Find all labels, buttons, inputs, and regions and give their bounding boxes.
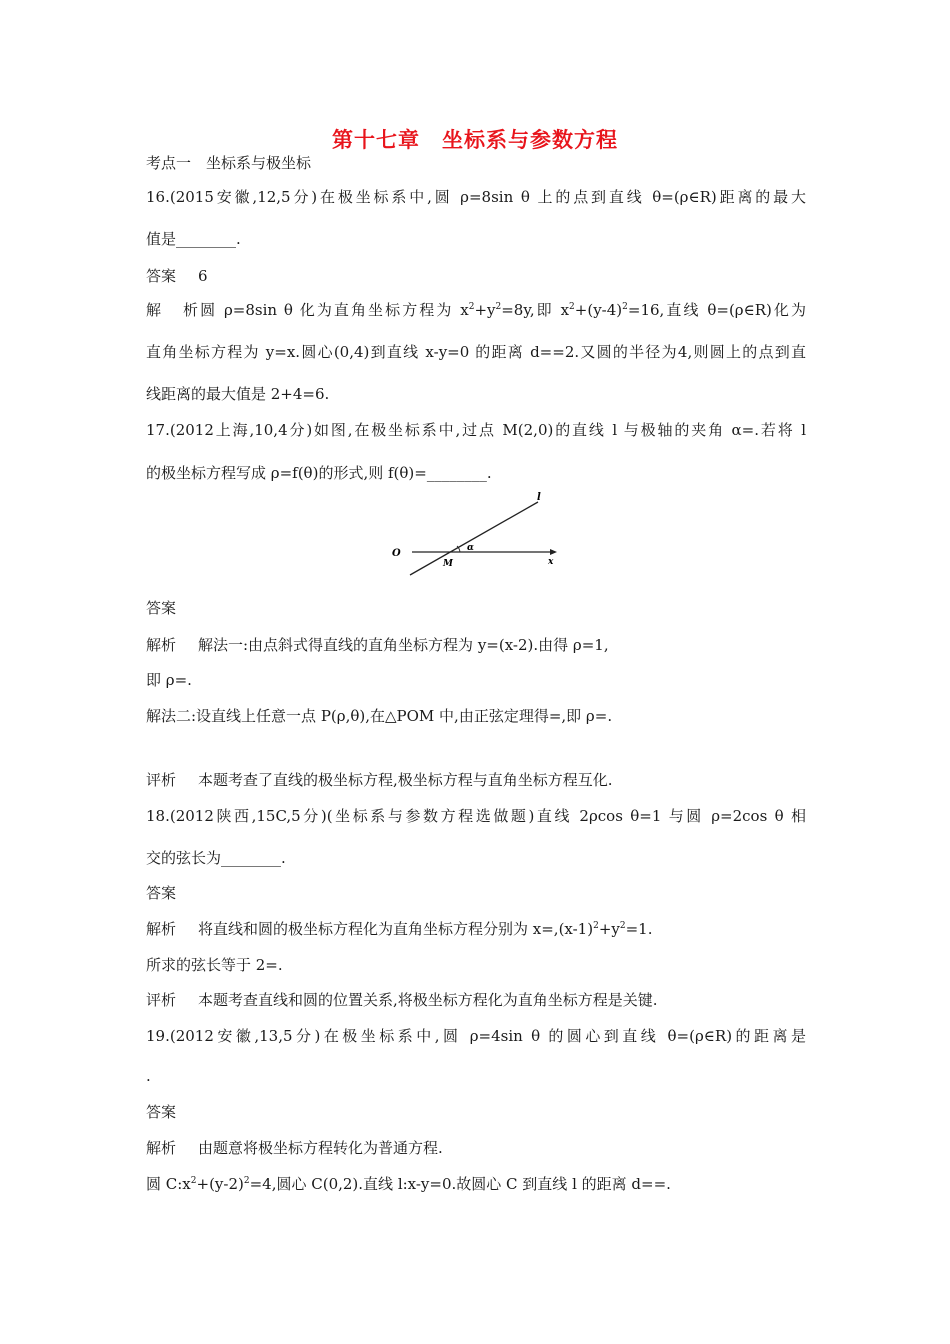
label-x: x [548, 557, 554, 567]
q17-figure [390, 488, 570, 580]
axis-arrow-icon [550, 549, 557, 555]
q16-solution-line3: 线距离的最大值是 2+4=6. [146, 385, 330, 403]
q17-solution-line2: 即 ρ=. [146, 671, 192, 689]
analysis-label: 解析 [146, 301, 198, 319]
q17-answer: 答案 [146, 599, 177, 617]
q17-comment: 评析 本题考查了直线的极坐标方程,极坐标方程与直角坐标方程互化. [146, 771, 613, 789]
label-M: M [443, 559, 453, 569]
q17-solution-line3: 解法二:设直线上任意一点 P(ρ,θ),在△POM 中,由正弦定理得=,即 ρ=. [146, 707, 613, 725]
q19-solution-line1: 解析 由题意将极坐标方程转化为普通方程. [146, 1139, 443, 1157]
q16-answer-value: 6 [198, 267, 208, 285]
q18-answer: 答案 [146, 884, 177, 902]
chapter-title: 第十七章 坐标系与参数方程 [332, 127, 618, 152]
q17-line2: 的极坐标方程写成 ρ=f(θ)的形式,则 f(θ)=________. [146, 464, 492, 482]
label-O: O [392, 548, 401, 559]
q17-line1: 17.(2012上海,10,4分)如图,在极坐标系中,过点 M(2,0)的直线 l 与极轴的夹角 α=.若将 l [146, 421, 806, 439]
answer-label: 答案 [146, 267, 177, 285]
q16-line1: 16.(2015安徽,12,5分)在极坐标系中,圆 ρ=8sin θ 上的点到直线 θ=(ρ∈R)距离的最大 [146, 188, 806, 206]
line-l [410, 502, 538, 575]
q16-line2: 值是________. [146, 230, 241, 248]
section-heading: 考点一 坐标系与极坐标 [146, 154, 312, 172]
q16-answer [146, 266, 208, 286]
q19-answer: 答案 [146, 1103, 177, 1121]
label-alpha: α [467, 543, 474, 553]
comment-label: 评析 [146, 771, 177, 789]
q16-solution-line2: 直角坐标方程为 y=x.圆心(0,4)到直线 x-y=0 的距离 d==2.又圆的半径为4,则圆上的点到直 [146, 343, 806, 361]
q18-solution-line1: 解析 将直线和圆的极坐标方程化为直角坐标方程分别为 $x=,(x-1)^2+y^2=1$. [146, 920, 653, 938]
q17-solution-line1: 解析 解法一:由点斜式得直线的直角坐标方程为 y=(x-2).由得 ρ=1, [146, 636, 609, 654]
q18-solution-line2: 所求的弦长等于 2=. [146, 956, 283, 974]
q19-solution-line2: 圆 $C:x^2+(y-2)^2=4$,圆心 C(0,2).直线 l:x-y=0.故圆心 C 到直线 l 的距离 d==. [146, 1175, 671, 1193]
q16-solution-line1: 解析圆 ρ=8sin θ 化为直角坐标方程为 $x^2+y^2=8y$,即 $x^2+(y-4)^2=16$,直线 θ=(ρ∈R)化为 [146, 301, 807, 319]
q18-line2: 交的弦长为________. [146, 849, 286, 867]
q18-comment: 评析 本题考查直线和圆的位置关系,将极坐标方程化为直角坐标方程是关键. [146, 991, 658, 1009]
q19-line2: . [146, 1067, 151, 1085]
q19-line1: 19.(2012安徽,13,5分)在极坐标系中,圆 ρ=4sin θ 的圆心到直线 θ=(ρ∈R)的距离是 [146, 1027, 806, 1045]
q18-line1: 18.(2012陕西,15C,5分)(坐标系与参数方程选做题)直线 2ρcos θ=1 与圆 ρ=2cos θ 相 [146, 807, 806, 825]
label-l: l [537, 492, 541, 503]
